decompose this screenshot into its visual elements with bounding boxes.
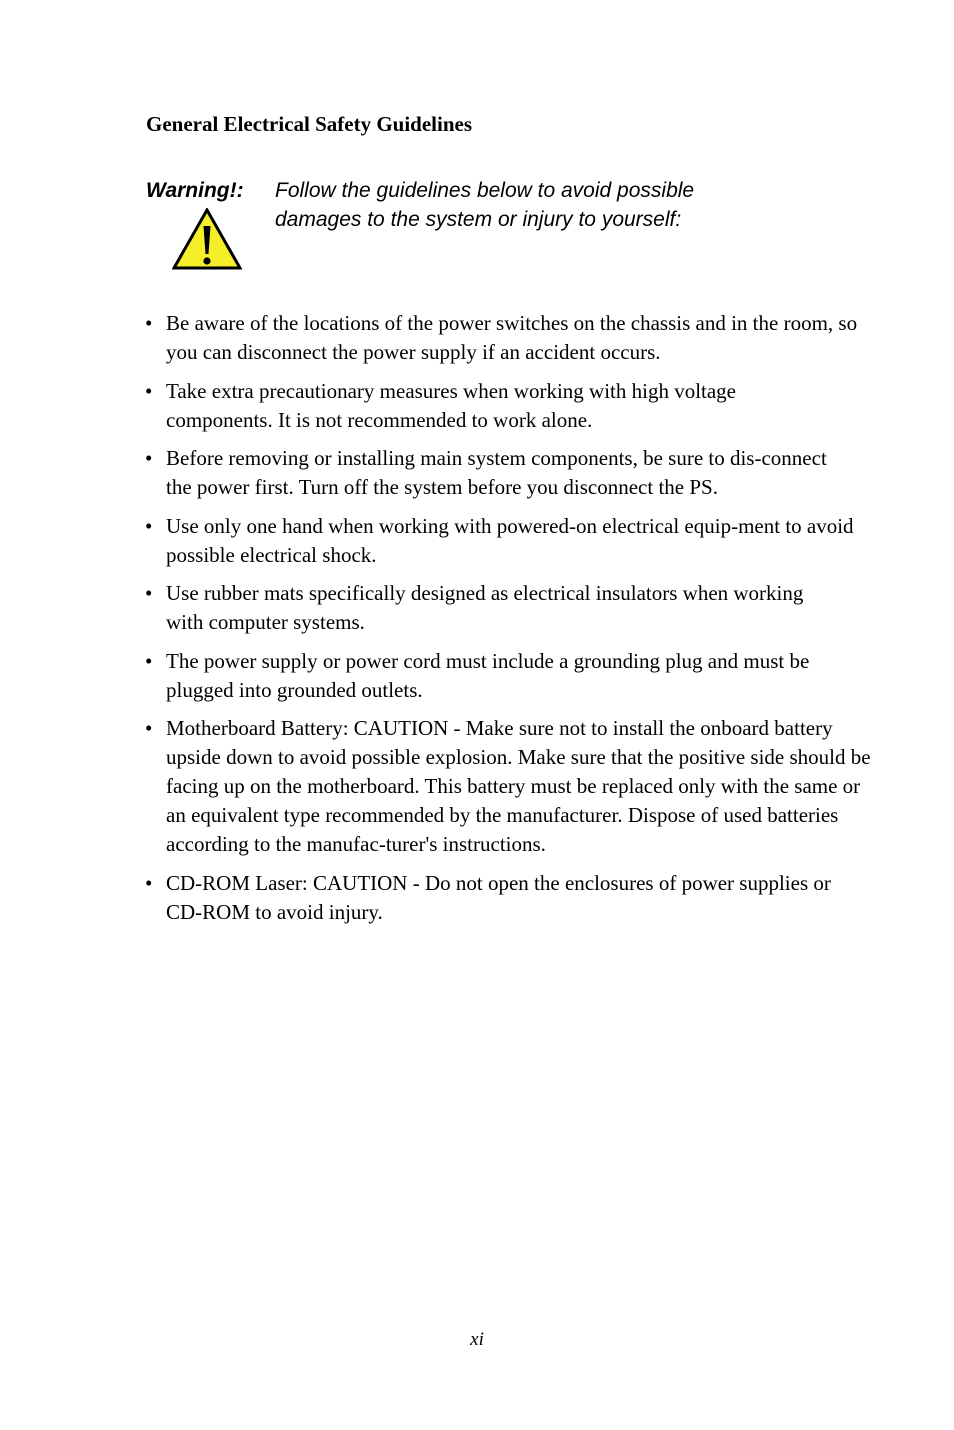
list-item bbox=[145, 377, 830, 435]
bullet: • bbox=[145, 716, 153, 740]
list-item-text: Be aware of the locations of the power switches on the chassis and in the room, so you can disconnect the power supply if an accident occurs. bbox=[166, 311, 858, 364]
list-item bbox=[145, 512, 856, 570]
list-item-text: Use only one hand when working with powered-on electrical equip-ment to avoid possible electrical shock. bbox=[166, 513, 854, 567]
warning-label: Warning!: bbox=[146, 179, 244, 202]
bullet: • bbox=[145, 311, 153, 335]
bullet: • bbox=[145, 513, 153, 538]
list-item-text: Before removing or installing main system components, be sure to dis-connect the power first. Turn off the system before you disconnect the PS. bbox=[166, 446, 827, 499]
bullet: • bbox=[145, 870, 153, 895]
section-heading: General Electrical Safety Guidelines bbox=[146, 112, 473, 136]
page-number: xi bbox=[470, 1329, 484, 1350]
safety-guidelines-list bbox=[145, 309, 870, 936]
bullet: • bbox=[145, 378, 153, 403]
bullet: • bbox=[145, 446, 153, 470]
list-item-text: Use rubber mats specifically designed as electrical insulators when working with computer systems. bbox=[166, 581, 804, 634]
list-item bbox=[145, 309, 872, 367]
list-item-text: The power supply or power cord must include a grounding plug and must be plugged into grounded outlets. bbox=[166, 648, 810, 702]
warning-triangle-icon bbox=[172, 208, 242, 270]
warning-message-line-2: damages to the system or injury to yourself: bbox=[275, 208, 682, 231]
list-item bbox=[145, 714, 872, 859]
list-item-text: Take extra precautionary measures when working with high voltage components. It is not recommended to work alone. bbox=[166, 378, 737, 432]
list-item bbox=[145, 579, 834, 637]
bullet: • bbox=[145, 581, 153, 605]
warning-message bbox=[275, 176, 835, 234]
bullet: • bbox=[145, 648, 153, 673]
list-item bbox=[145, 869, 838, 927]
list-item-text: Motherboard Battery: CAUTION - Make sure not to install the onboard battery upside down to avoid possible explosion. Make sure that the positive side should be facing up on the motherboard. This battery must be replaced only with the same or an equivalent type recommended by the manufacturer. Dispose of used batteries according to the manufac-turer's instructions. bbox=[166, 716, 871, 856]
list-item bbox=[145, 647, 846, 705]
warning-message-line-1: Follow the guidelines below to avoid possible bbox=[275, 179, 695, 202]
list-item-text: CD-ROM Laser: CAUTION - Do not open the enclosures of power supplies or CD-ROM to avoid injury. bbox=[166, 870, 831, 924]
list-item bbox=[145, 444, 852, 502]
